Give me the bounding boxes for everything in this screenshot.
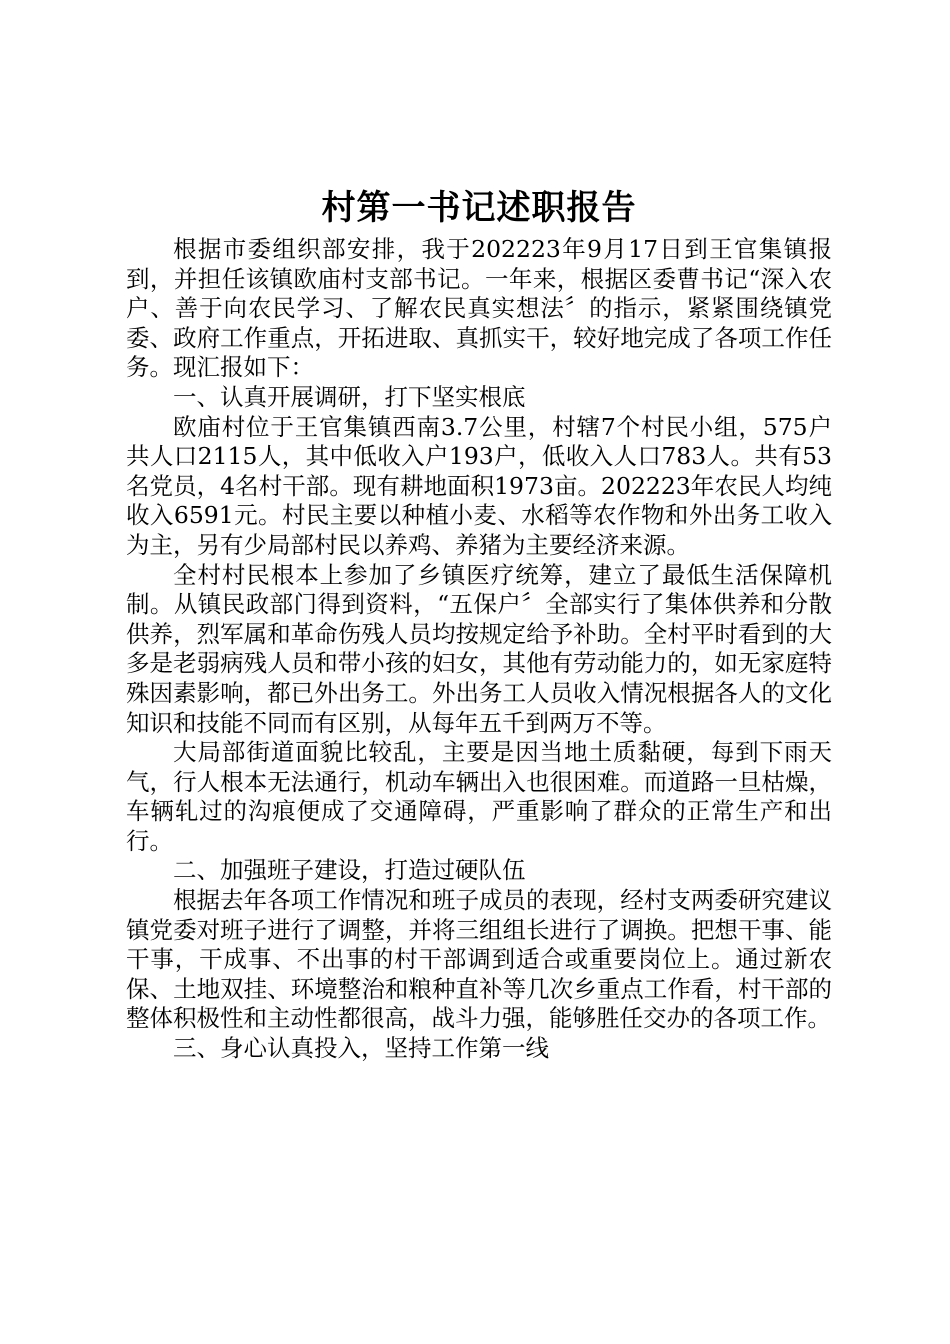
document-title: 村第一书记述职报告 (321, 188, 637, 228)
section-heading-2: 二、加强班子建设，打造过硬队伍 (173, 856, 526, 885)
section-heading-1: 一、认真开展调研，打下坚实根底 (173, 382, 526, 411)
paragraph-village-overview: 欧庙村位于王官集镇西南3.7公里，村辖7个村民小组，575户共人口2115人，其中低收入户193户，低收入人口783人。共有53名党员，4名村干部。现有耕地面积1973亩。202223年农民人均纯收入6591元。村民主要以种植小麦、水稻等农作物和外出务工收入为主，另有少局部村民以养鸡、养猪为主要经济来源。 (126, 412, 832, 559)
document-page (126, 182, 832, 1064)
paragraph-social-security: 全村村民根本上参加了乡镇医疗统筹，建立了最低生活保障机制。从镇民政部门得到资料，“五保户〞全部实行了集体供养和分散供养，烈军属和革命伤残人员均按规定给予补助。全村平时看到的大多是老弱病残人员和带小孩的妇女，其他有劳动能力的，如无家庭特殊因素影响，都已外出务工。外出务工人员收入情况根据各人的文化知识和技能不同而有区别，从每年五千到两万不等。 (126, 560, 832, 737)
paragraph-team-building: 根据去年各项工作情况和班子成员的表现，经村支两委研究建议镇党委对班子进行了调整，并将三组组长进行了调换。把想干事、能干事，干成事、不出事的村干部调到适合或重要岗位上。通过新农保、土地双挂、环境整治和粮种直补等几次乡重点工作看，村干部的整体积极性和主动性都很高，战斗力强，能够胜任交办的各项工作。 (126, 886, 832, 1033)
paragraph-roads: 大局部街道面貌比较乱，主要是因当地土质黏硬，每到下雨天气，行人根本无法通行，机动车辆出入也很困难。而道路一旦枯燥，车辆轧过的沟痕便成了交通障碍，严重影响了群众的正常生产和出行。 (126, 738, 832, 855)
paragraph-intro: 根据市委组织部安排，我于202223年9月17日到王官集镇报到，并担任该镇欧庙村支部书记。一年来，根据区委曹书记“深入农户、善于向农民学习、了解农民真实想法〞的指示，紧紧围绕镇党委、政府工作重点，开拓进取、真抓实干，较好地完成了各项工作任务。现汇报如下： (126, 235, 832, 382)
section-heading-3: 三、身心认真投入，坚持工作第一线 (173, 1034, 549, 1063)
